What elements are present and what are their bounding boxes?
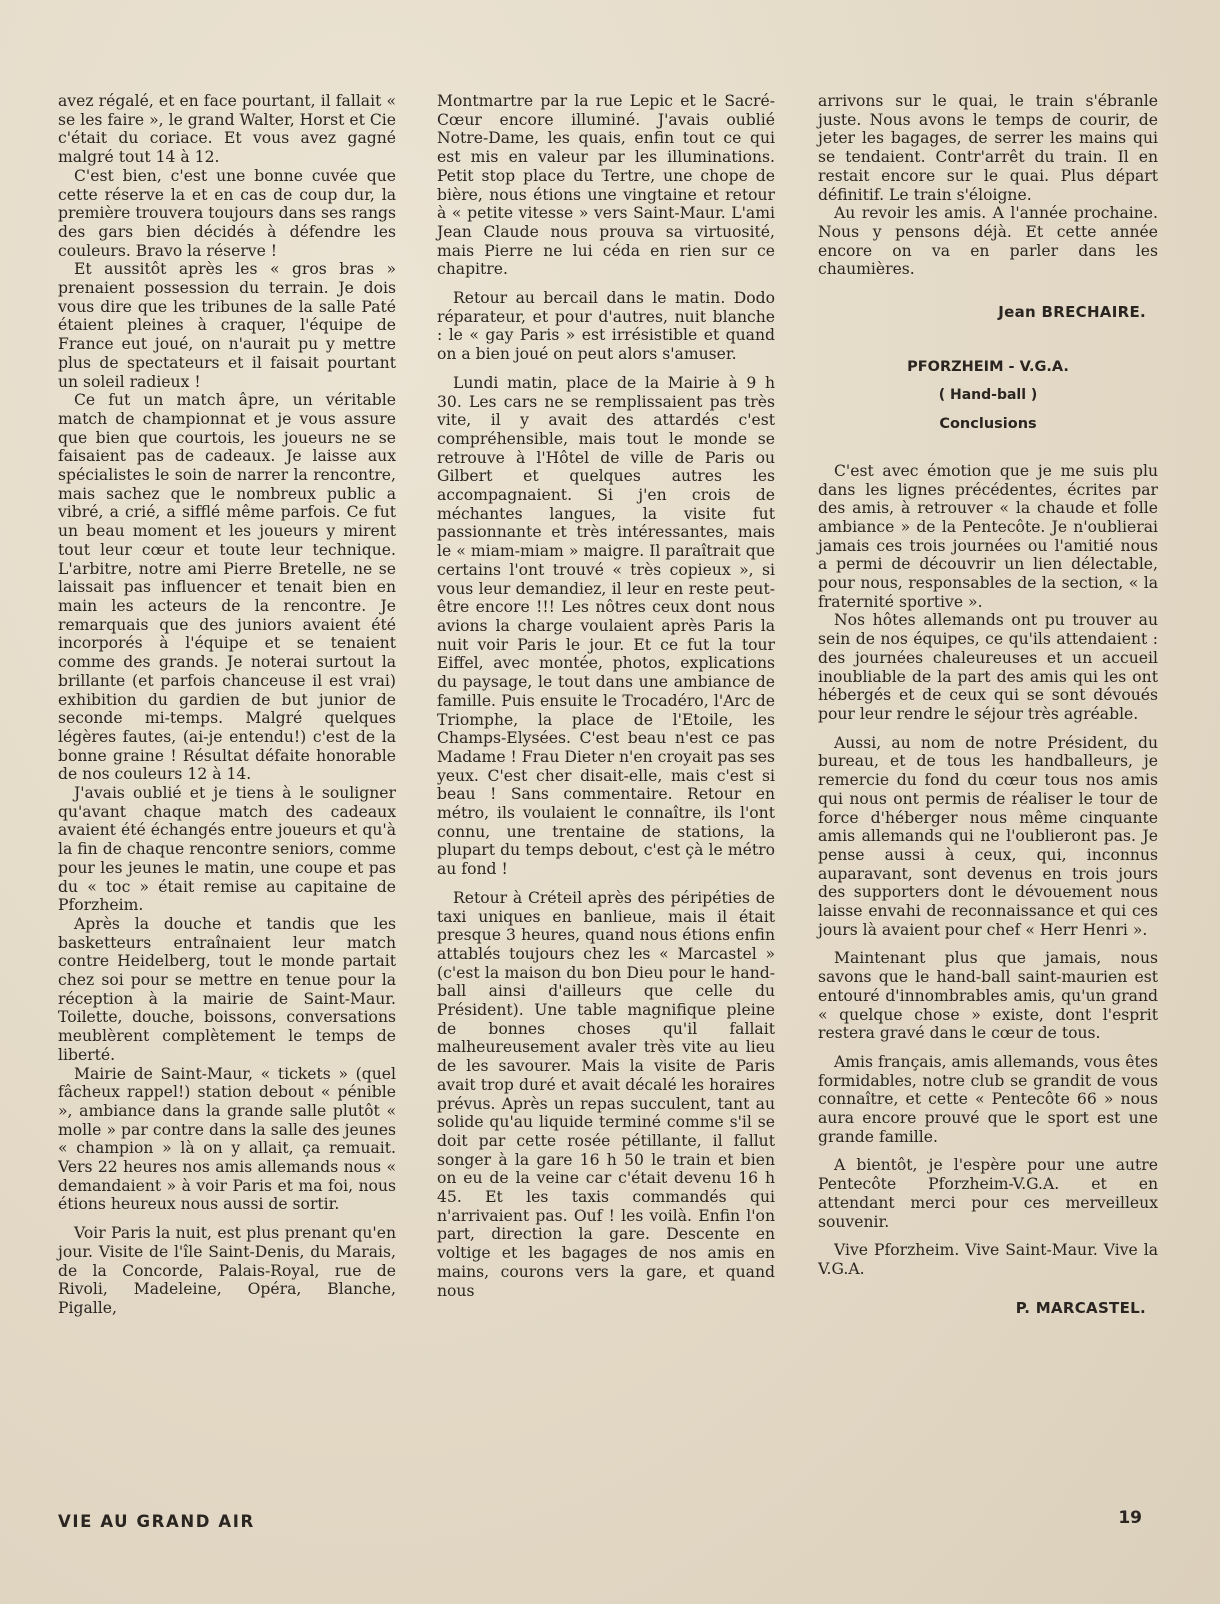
paragraph: avez régalé, et en face pourtant, il fallait « se les faire », le grand Walter, Horst et Cie c'était du coriace. Et vous avez gagné malgré tout 14 à 12. — [58, 92, 396, 167]
section-heading: Conclusions — [939, 416, 1037, 433]
paragraph: Nos hôtes allemands ont pu trouver au sein de nos équipes, ce qu'ils attendaient : des journées chaleureuses et un accueil inoubliable de la part des amis qui les ont hébergés et de ceux qui se sont dévoués pour leur rendre le séjour très agréable. — [818, 611, 1158, 723]
article-column-left — [58, 92, 396, 1318]
paragraph: Maintenant plus que jamais, nous savons que le hand-ball saint-maurien est entouré d'innombrables amis, qu'un grand « quelque chose » existe, dont l'esprit restera gravé dans le cœur de tous. — [818, 949, 1158, 1043]
paragraph: Aussi, au nom de notre Président, du bureau, et de tous les handballeurs, je remercie du fond du cœur tous nos amis qui nous ont permis de réaliser le tour de force d'héberger nous même cinquante amis allemands qui ne l'oublieront pas. Je pense aussi à ceux, qui, inconnus auparavant, sont devenus en trois jours des supporters dont le dévouement nous laisse envahi de reconnaissance et qui ces jours là avaient pour chef « Herr Henri ». — [818, 733, 1158, 939]
paragraph: Retour à Créteil après des péripéties de taxi uniques en banlieue, mais il était presque 3 heures, quand nous étions enfin attablés toujours chez les « Marcastel » (c'est la maison du bon Dieu pour le hand-ball ainsi d'ailleurs que celle du Président). Une table magnifique pleine de bonnes choses qu'il fallait malheureusement avaler très vite au lieu de les savourer. Mais la visite de Paris avait trop duré et avait décalé les horaires prévus. Après un repas succulent, tant au solide qu'au liquide terminé comme s'il se doit par cette rosée pétillante, il fallut songer à la gare 16 h 50 le train et bien on eu de la veine car c'était devenu 16 h 45. Et les taxis commandés qui n'arrivaient pas. Ouf ! les voilà. Enfin l'on part, direction la gare. Descente en voltige et les bagages de nos amis en mains, courons vers la gare, et quand nous — [437, 888, 775, 1300]
paragraph: Amis français, amis allemands, vous êtes formidables, notre club se grandit de vous connaître, et cette « Pentecôte 66 » nous aura encore prouvé que le sport est une grande famille. — [818, 1052, 1158, 1146]
article-column-right — [818, 92, 1158, 1317]
paragraph: Mairie de Saint-Maur, « tickets » (quel fâcheux rappel!) station debout « pénible », ambiance dans la grande salle plutôt « molle » par contre dans la salle des jeunes « champion » là on y allait, ça remuait. Vers 22 heures nos amis allemands nous « demandaient » à voir Paris et ma foi, nous étions heureux nous aussi de sortir. — [58, 1064, 396, 1214]
paragraph: Retour au bercail dans le matin. Dodo réparateur, et pour d'autres, nuit blanche : le « gay Paris » est irrésistible et quand on a bien joué on peut alors s'amuser. — [437, 289, 775, 364]
paragraph: Montmartre par la rue Lepic et le Sacré-Cœur encore illuminé. J'avais oublié Notre-Dame, les quais, enfin tout ce qui est mis en valeur par les illuminations. Petit stop place du Tertre, une chope de bière, nous étions une vingtaine et retour à « petite vitesse » vers Saint-Maur. L'ami Jean Claude nous prouva sa virtuosité, mais Pierre ne lui céda en rien sur ce chapitre. — [437, 92, 775, 279]
paragraph: Vive Pforzheim. Vive Saint-Maur. Vive la V.G.A. — [818, 1241, 1158, 1278]
paragraph: arrivons sur le quai, le train s'ébranle juste. Nous avons le temps de courir, de jeter les bagages, de serrer les mains qui se tendaient. Contr'arrêt du train. Il en restait encore sur le quai. Plus départ définitif. Le train s'éloigne. — [818, 92, 1158, 204]
section-title: PFORZHEIM - V.G.A. — [907, 358, 1069, 375]
paragraph: J'avais oublié et je tiens à le souligner qu'avant chaque match des cadeaux avaient été échangés entre joueurs et qu'à la fin de chaque rencontre seniors, comme pour les jeunes le matin, une coupe et pas du « toc » était remise au capitaine de Pforzheim. — [58, 784, 396, 915]
paragraph: Lundi matin, place de la Mairie à 9 h 30. Les cars ne se remplissaient pas très vite, il y avait des attardés c'est compréhensible, mais tout le monde se retrouve à l'Hôtel de ville de Paris ou Gilbert et quelques autres les accompagnaient. Si j'en crois de méchantes langues, la visite fut passionnante et très intéressantes, mais le « miam-miam » maigre. Il paraîtrait que certains l'ont trouvé « très copieux », si vous leur demandiez, il leur en reste peut-être encore !!! Les nôtres ceux dont nous avions la charge voulaient après Paris la nuit voir Paris le jour. Et ce fut la tour Eiffel, avec montée, photos, explications du paysage, le tout dans une ambiance de famille. Puis ensuite le Trocadéro, l'Arc de Triomphe, la place de l'Etoile, les Champs-Elysées. C'est beau n'est ce pas Madame ! Frau Dieter n'en croyait pas ses yeux. C'est cher disait-elle, mais c'est si beau ! Sans commentaire. Retour en métro, ils voulaient le connaître, ils l'ont connu, une trentaine de stations, la plupart du temps debout, c'est çà le métro au fond ! — [437, 373, 775, 879]
paragraph: Après la douche et tandis que les basketteurs entraînaient leur match contre Heidelberg, tout le monde partait chez soi pour se mettre en tenue pour la réception à la mairie de Saint-Maur. Toilette, douche, boissons, conversations meublèrent complètement le temps de liberté. — [58, 914, 396, 1064]
page-number: 19 — [1118, 1508, 1142, 1528]
article-column-middle — [437, 92, 775, 1300]
author-signature: P. MARCASTEL. — [1015, 1298, 1146, 1317]
paragraph: C'est avec émotion que je me suis plu dans les lignes précédentes, écrites par des amis, à retrouver « la chaude et folle ambiance » de la Pentecôte. Je n'oublierai jamais ces trois journées ou l'amitié nous a permi de découvrir un lien délectable, pour nous, responsables de la section, « la fraternité sportive ». — [818, 461, 1158, 611]
paragraph: Voir Paris la nuit, est plus prenant qu'en jour. Visite de l'île Saint-Denis, du Marais, de la Concorde, Palais-Royal, rue de Rivoli, Madeleine, Opéra, Blanche, Pigalle, — [58, 1224, 396, 1317]
paragraph: C'est bien, c'est une bonne cuvée que cette réserve la et en cas de coup dur, la première trouvera toujours dans ses rangs des gars bien décidés à défendre les couleurs. Bravo la réserve ! — [58, 166, 396, 260]
author-signature: Jean BRECHAIRE. — [998, 303, 1146, 322]
paragraph: Et aussitôt après les « gros bras » prenaient possession du terrain. Je dois vous dire que les tribunes de la salle Paté étaient pleines à craquer, l'équipe de France eut joué, on n'aurait pu y mettre plus de spectateurs et il faisait pourtant un soleil radieux ! — [58, 260, 396, 391]
publication-name: VIE AU GRAND AIR — [58, 1512, 255, 1531]
paragraph: A bientôt, je l'espère pour une autre Pentecôte Pforzheim-V.G.A. et en attendant merci pour ces merveilleux souvenir. — [818, 1156, 1158, 1231]
paragraph: Au revoir les amis. A l'année prochaine. Nous y pensons déjà. Et cette année encore on va en parler dans les chaumières. — [818, 204, 1158, 279]
paragraph: Ce fut un match âpre, un véritable match de championnat et je vous assure que bien que courtois, les joueurs ne se faisaient pas de cadeaux. Je laisse aux spécialistes le soin de narrer la rencontre, mais sachez que le nombreux public a vibré, a crié, a sifflé même parfois. Ce fut un beau moment et les joueurs y mirent tout leur cœur et toute leur technique. L'arbitre, notre ami Pierre Bretelle, ne se laissait pas influencer et tenait bien en main les acteurs de la rencontre. Je remarquais que des juniors avaient été incorporés à l'équipe et se tenaient comme des grands. Je noterai surtout la brillante (et parfois chanceuse il est vrai) exhibition du gardien de but junior de seconde mi-temps. Malgré quelques légères fautes, (ai-je entendu!) c'est de la bonne graine ! Résultat défaite honorable de nos couleurs 12 à 14. — [58, 391, 396, 784]
section-subtitle: ( Hand-ball ) — [938, 387, 1038, 404]
